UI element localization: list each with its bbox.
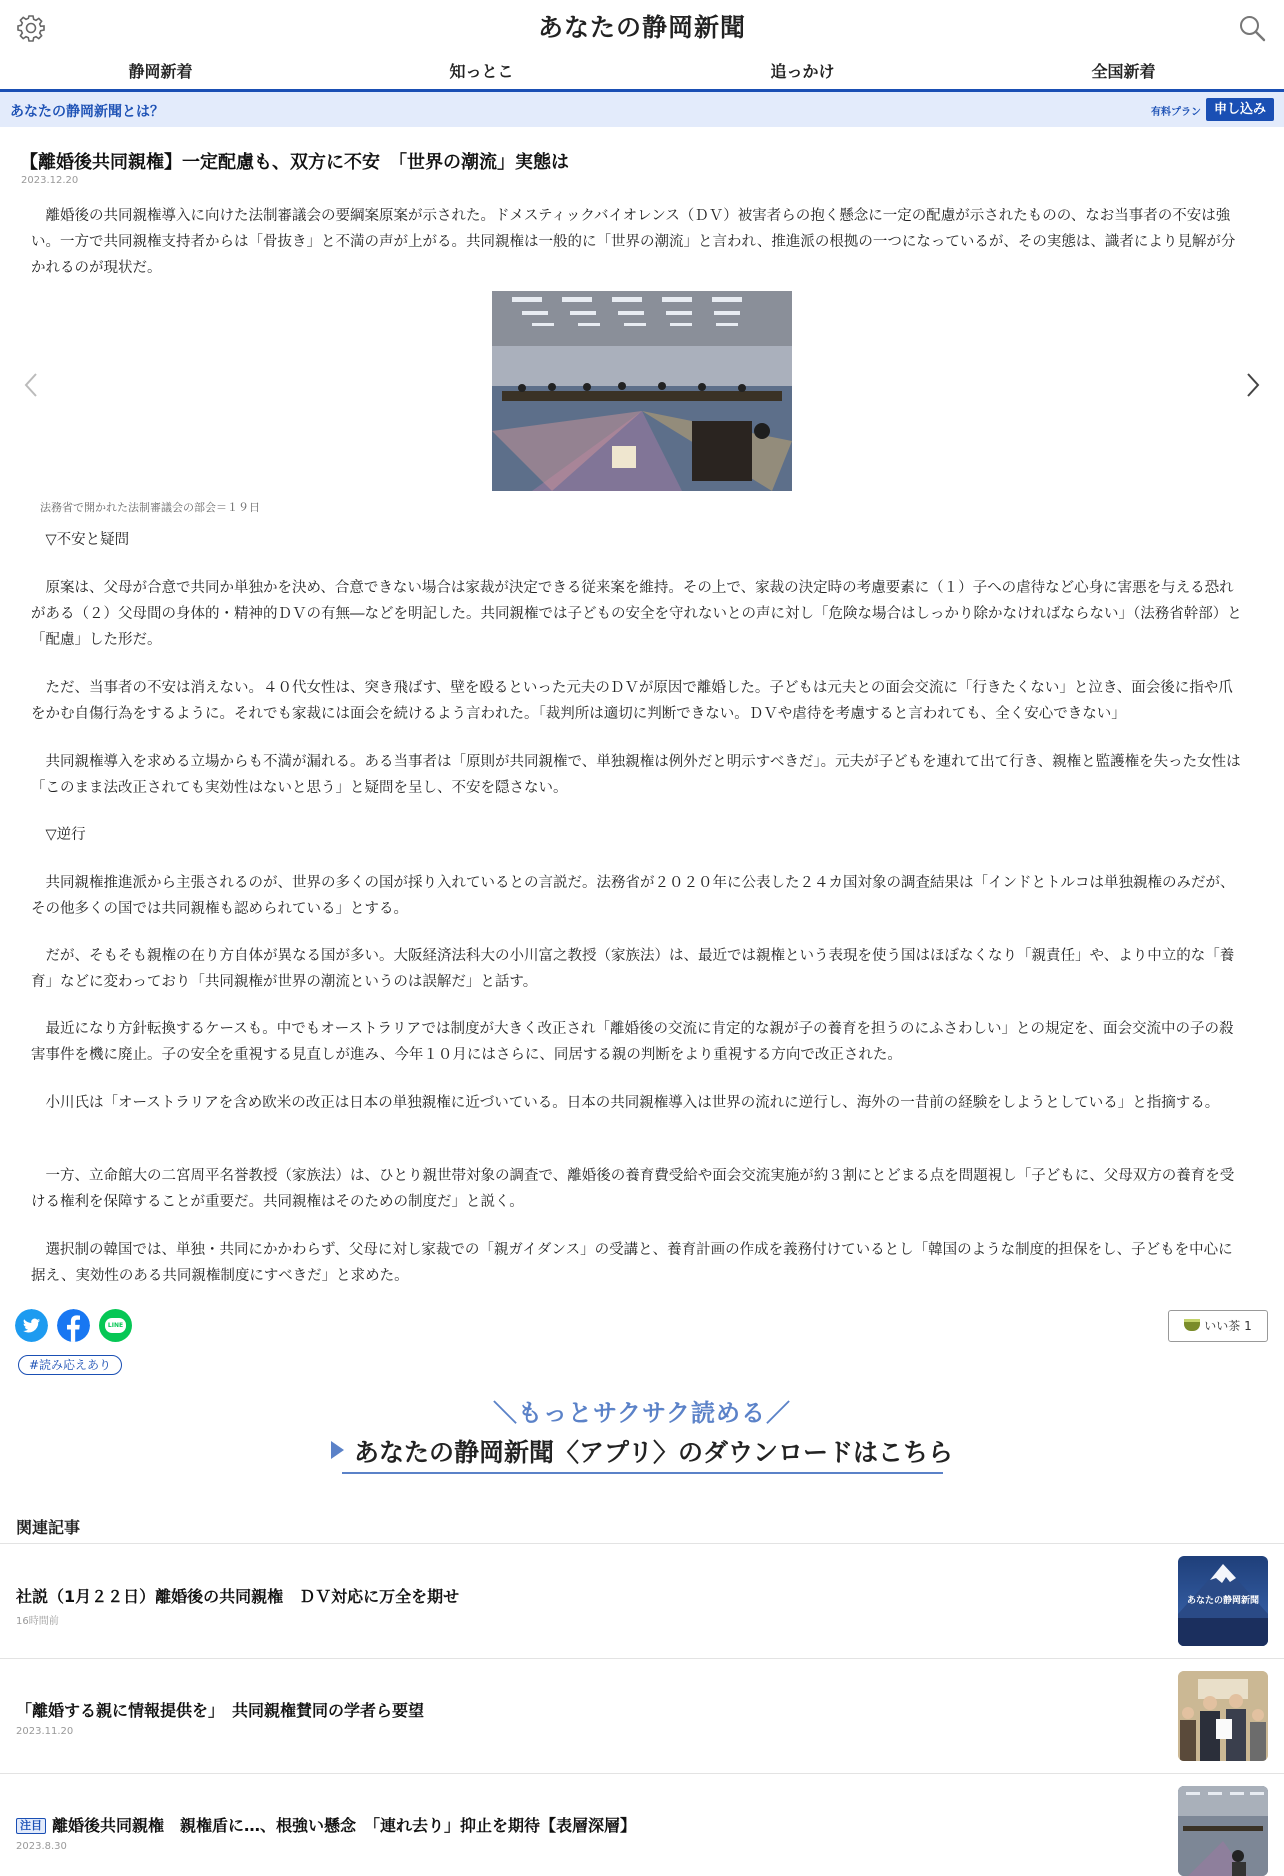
related-item-title[interactable]: 「離婚する親に情報提供を」 共同親権賛同の学者ら要望 — [16, 1701, 425, 1720]
tab-shittoko[interactable]: 知っとこ — [449, 62, 514, 81]
twitter-share-icon[interactable] — [15, 1309, 48, 1342]
thumbnail-logo-text: あなたの静岡新聞 — [1186, 1596, 1259, 1606]
article-paragraph: 小川氏は「オーストラリアを含め欧米の改正は日本の単独親権に近づいている。日本の共同親権導入は世界の流れに逆行し、海外の一昔前の経験をしようとしている」と指摘する。 — [45, 1095, 1220, 1111]
related-item-date: 16時間前 — [16, 1616, 59, 1627]
article-date: 2023.12.20 — [21, 175, 79, 186]
app-download-label: あなたの静岡新聞〈アプリ〉のダウンロードはこちら — [353, 1438, 953, 1467]
tab-national-new[interactable]: 全国新着 — [1091, 62, 1156, 81]
featured-badge: 注目 — [16, 1818, 46, 1834]
section-heading: ▽逆行 — [45, 827, 86, 843]
article-paragraph: 共同親権推進派から主張されるのが、世界の多くの国が採り入れているとの言説だ。法務省が２０２０年に公表した２４カ国対象の調査結果は「インドとトルコは単独親権のみだが、その他多くの国では共同親権も認められている」とする。 — [31, 875, 1235, 917]
article-paragraph: ただ、当事者の不安は消えない。４０代女性は、突き飛ばす、壁を殴るといった元夫のＤＶが原因で離婚した。子どもは元夫との面会交流に「行きたくない」と泣き、面会後に指や爪をかむ自傷行為をするように。それでも家裁には面会を続けるよう言われた。「裁判所は適切に判断できない。ＤＶや虐待を考慮すると言われても、全く安心できない」 — [31, 680, 1233, 722]
line-logo-label: LINE — [105, 1318, 126, 1333]
like-count: 1 — [1244, 1319, 1252, 1333]
next-image-arrow-icon[interactable] — [1242, 370, 1264, 400]
tab-okkake[interactable]: 追っかけ — [770, 62, 835, 81]
related-item-title[interactable] — [16, 1813, 636, 1836]
article-paragraph: 最近になり方針転換するケースも。中でもオーストラリアでは制度が大きく改正され「離婚後の交流に肯定的な親が子の養育を担うのにふさわしい」との規定を、面会交流中の子の殺害事件を機に廃止。子の安全を重視する見直しが進み、今年１０月にはさらに、同居する親の判断をより重視する方向で改正された。 — [31, 1021, 1234, 1063]
related-item-title[interactable]: 社説（1月２２日）離婚後の共同親権 ＤＶ対応に万全を期せ — [16, 1587, 460, 1606]
subscribe-button[interactable]: 申し込み — [1206, 98, 1274, 121]
related-item-thumbnail[interactable] — [1178, 1786, 1268, 1876]
article-paragraph: 一方、立命館大の二宮周平名誉教授（家族法）は、ひとり親世帯対象の調査で、離婚後の養育費受給や面会交流実施が約３割にとどまる点を問題視し「子どもに、父母双方の養育を受ける権利を保障することが重要だ。共同親権はそのための制度だ」と説く。 — [31, 1168, 1235, 1210]
divider — [0, 1543, 1284, 1544]
divider — [0, 1658, 1284, 1659]
article-paragraph: 共同親権導入を求める立場からも不満が漏れる。ある当事者は「原則が共同親権で、単独親権は例外だと明示すべきだ」。元夫が子どもを連れて出て行き、親権と監護権を失った女性は「このまま法改正されても実効性はないと思う」と疑問を呈し、不安を隠さない。 — [31, 754, 1241, 796]
meeting-photo-image — [1178, 1786, 1268, 1876]
group-photo-image — [1178, 1671, 1268, 1761]
article-paragraph: だが、そもそも親権の在り方自体が異なる国が多い。大阪経済法科大の小川富之教授（家族法）は、最近では親権という表現を使う国はほぼなくなり「親責任」や、より中立的な「養育」などに変わっており「共同親権が世界の潮流というのは誤解だ」と話す。 — [31, 948, 1235, 990]
app-download-link[interactable] — [0, 1433, 1284, 1469]
tab-shizuoka-new[interactable]: 静岡新着 — [128, 62, 193, 81]
divider — [0, 1773, 1284, 1774]
app-tagline[interactable]: ＼もっとサクサク読める／ — [492, 1399, 792, 1427]
article-photo[interactable] — [492, 291, 792, 491]
play-triangle-icon — [331, 1441, 344, 1459]
search-icon[interactable] — [1237, 13, 1267, 43]
app-banner-underline — [342, 1472, 943, 1474]
facebook-share-icon[interactable] — [57, 1309, 90, 1342]
related-item-title-text: 離婚後共同親権 親権盾に…、根強い懸念 「連れ去り」抑止を期待【表層深層】 — [52, 1816, 637, 1835]
article-lead: 離婚後の共同親権導入に向けた法制審議会の要綱案原案が示された。ドメスティックバイオレンス（ＤＶ）被害者らの抱く懸念に一定の配慮が示されたものの、なお当事者の不安は強い。一方で共同親権支持者からは「骨抜き」と不満の声が上がる。共同親権は一般的に「世界の潮流」と言われ、推進派の根拠の一つになっているが、その実態は、識者により見解が分かれるのが現状だ。 — [31, 208, 1236, 276]
like-tea-button[interactable] — [1168, 1310, 1268, 1342]
related-item-date: 2023.11.20 — [16, 1726, 74, 1737]
line-share-icon[interactable] — [99, 1309, 132, 1342]
conference-room-photo — [492, 291, 792, 491]
like-label: いい茶 — [1204, 1319, 1241, 1333]
about-link[interactable]: あなたの静岡新聞とは？ — [10, 104, 164, 120]
paid-plan-label: 有料プラン — [1151, 107, 1201, 118]
promo-bar — [0, 92, 1284, 127]
related-item-date: 2023.8.30 — [16, 1841, 67, 1852]
related-heading: 関連記事 — [16, 1518, 81, 1537]
related-item-thumbnail[interactable] — [1178, 1556, 1268, 1646]
prev-image-arrow-icon[interactable] — [20, 370, 42, 400]
site-title[interactable]: あなたの静岡新聞 — [537, 13, 746, 42]
article-paragraph: 原案は、父母が合意で共同か単独かを決め、合意できない場合は家裁が決定できる従来案を維持。その上で、家裁の決定時の考慮要素に（１）子への虐待など心身に害悪を与える恐れがある（２）父母間の身体的・精神的ＤＶの有無―などを明記した。共同親権では子どもの安全を守れないとの声に対し「危険な場合はしっかり除かなければならない」（法務省幹部）と「配慮」した形だ。 — [31, 580, 1242, 648]
article-headline: 【離婚後共同親権】一定配慮も、双方に不安 「世界の潮流」実態は — [20, 152, 569, 173]
photo-caption: 法務省で開かれた法制審議会の部会＝１９日 — [40, 501, 260, 514]
section-heading: ▽不安と疑問 — [45, 532, 130, 548]
nav-tabs — [0, 58, 1284, 88]
related-item-thumbnail[interactable] — [1178, 1671, 1268, 1761]
article-paragraph: 選択制の韓国では、単独・共同にかかわらず、父母に対し家裁での「親ガイダンス」の受講と、養育計画の作成を義務付けているとし「韓国のような制度的担保をし、子どもを中心に据え、実効性のある共同親権制度にすべきだ」と求めた。 — [31, 1242, 1233, 1284]
top-bar — [0, 0, 1284, 55]
tea-cup-icon — [1184, 1319, 1200, 1331]
hashtag-chip[interactable]: #読み応えあり — [18, 1355, 122, 1375]
